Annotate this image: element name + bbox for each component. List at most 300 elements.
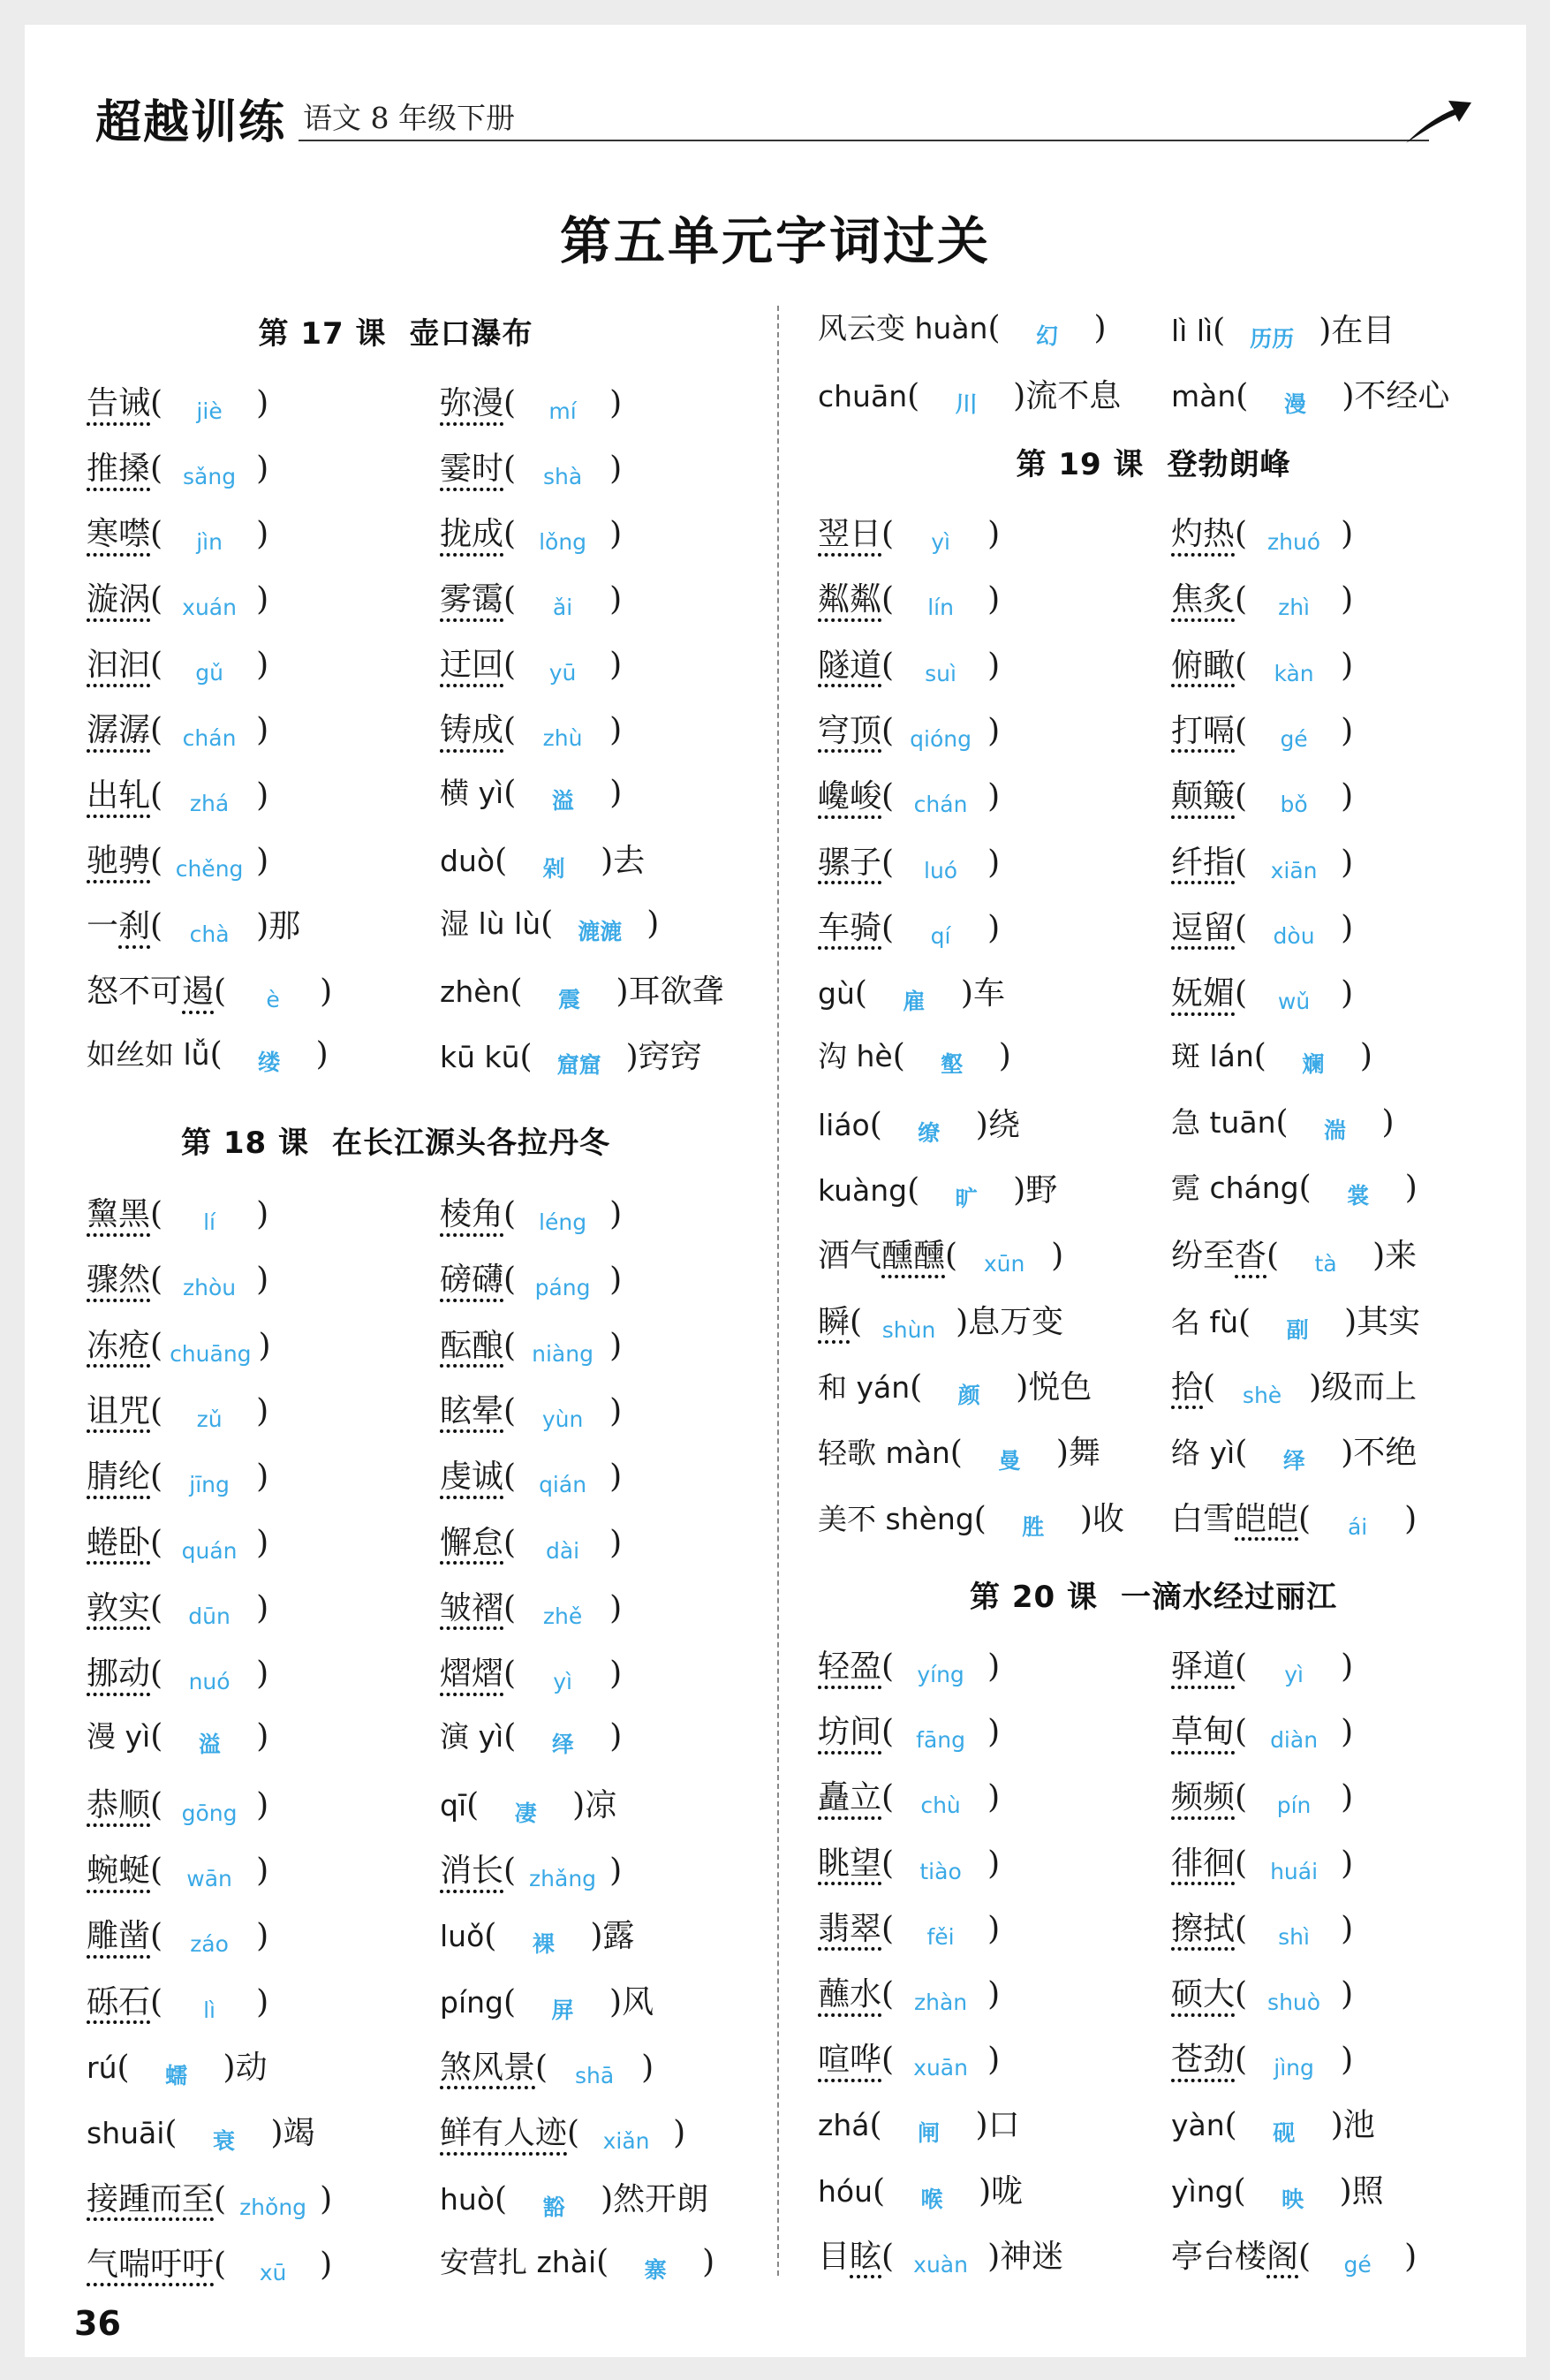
close-paren: ) [1341, 1910, 1354, 1947]
open-paren: ( [503, 1459, 517, 1496]
vocab-item [87, 443, 268, 489]
open-paren: ( [150, 1656, 163, 1693]
vocab-prefix: 湿 lù lù [440, 906, 541, 941]
vocab-suffix: 露 [602, 1918, 635, 1955]
vocab-prefix: 怒不可 [87, 974, 183, 1010]
open-paren: ( [881, 778, 895, 815]
open-paren: ( [519, 1039, 533, 1075]
vocab-word: 颠簸 [1171, 778, 1236, 815]
vocab-item [1171, 1362, 1417, 1408]
vocab-item [818, 1100, 1020, 1148]
open-paren: ( [535, 2049, 548, 2086]
close-paren: ) [987, 2042, 1001, 2079]
close-paren: ) [256, 1196, 269, 1232]
vocab-item [440, 1321, 622, 1367]
vocab-word: 骡子 [818, 844, 882, 881]
vocab-item [1171, 903, 1353, 949]
vocab-item [87, 1977, 268, 2023]
vocab-item [1171, 1707, 1353, 1753]
close-paren: ) [1381, 1103, 1395, 1141]
answer-text: 缕 [258, 1050, 281, 1075]
vocab-item [1171, 2166, 1384, 2214]
vocab-item [818, 1904, 1000, 1950]
close-paren: ) [1079, 1500, 1093, 1537]
open-paren: ( [503, 1196, 517, 1232]
vocab-prefix: 斑 lán [1171, 1039, 1254, 1074]
close-paren: ) [1309, 1368, 1322, 1406]
vocab-word: 棱角 [440, 1196, 504, 1232]
vocab-item [440, 1649, 622, 1694]
vocab-item [440, 574, 622, 620]
answer-text: 绎 [1282, 1448, 1305, 1474]
answer-text: jìn [196, 529, 223, 555]
open-paren: ( [117, 2049, 130, 2086]
open-paren: ( [150, 777, 163, 814]
vocab-prefix: zhá [818, 2108, 870, 2143]
vocab-item [87, 1032, 329, 1077]
close-paren: ) [1013, 1172, 1026, 1209]
vocab-word: 眺望 [818, 1845, 882, 1882]
open-paren: ( [945, 1238, 958, 1275]
open-paren: ( [503, 516, 517, 552]
vocab-item [1171, 1231, 1417, 1277]
vocab-prefix: luǒ [440, 1919, 485, 1954]
answer-text: jiè [196, 398, 223, 424]
vocab-item [440, 1386, 622, 1432]
close-paren: ) [256, 1853, 269, 1889]
close-paren: ) [1341, 1714, 1354, 1751]
open-paren: ( [150, 1196, 163, 1232]
open-paren: ( [495, 843, 508, 879]
vocab-suffix: 不绝 [1353, 1435, 1418, 1472]
close-paren: ) [256, 1589, 269, 1626]
vocab-item [1171, 2100, 1375, 2148]
answer-text: 幻 [1036, 323, 1059, 349]
vocab-suffix: 不经心 [1354, 378, 1450, 414]
open-paren: ( [1253, 1038, 1266, 1075]
close-paren: ) [987, 1779, 1001, 1816]
vocab-prefix: 霓 cháng [1171, 1171, 1299, 1205]
open-paren: ( [150, 1918, 163, 1955]
answer-text: 寨 [644, 2256, 667, 2283]
vocab-prefix: 一 [87, 908, 119, 944]
close-paren: ) [1341, 1435, 1354, 1472]
vocab-word: 黧黑 [87, 1196, 151, 1232]
vocab-item [818, 1362, 1092, 1410]
close-paren: ) [609, 775, 623, 811]
answer-text: 雇 [903, 989, 926, 1015]
vocab-item [440, 2174, 708, 2222]
answer-text: mí [548, 398, 577, 424]
vocab-item [87, 2043, 268, 2090]
vocab-item [440, 1583, 622, 1629]
open-paren: ( [1298, 2238, 1312, 2275]
vocab-item [87, 966, 332, 1012]
vocab-item [440, 1911, 634, 1959]
vocab-word: 告诫 [87, 385, 151, 421]
open-paren: ( [1235, 909, 1248, 946]
vocab-item [818, 2232, 1063, 2278]
close-paren: ) [609, 647, 623, 683]
open-paren: ( [881, 712, 895, 749]
vocab-word: 矗立 [818, 1779, 882, 1816]
close-paren: ) [1341, 581, 1354, 618]
vocab-prefix: 纷至 [1171, 1238, 1236, 1275]
close-paren: ) [609, 712, 623, 748]
close-paren: ) [960, 975, 973, 1012]
vocab-word: 驰骋 [87, 843, 151, 879]
vocab-item [440, 1780, 616, 1828]
vocab-prefix: 名 fù [1171, 1304, 1239, 1339]
answer-text: 斓 [1302, 1051, 1325, 1078]
vocab-word: 霎时 [440, 451, 504, 487]
answer-text: lǒng [539, 529, 587, 555]
vocab-prefix: 络 yì [1171, 1436, 1236, 1471]
close-paren: ) [975, 2107, 988, 2144]
answer-text: chuāng [170, 1340, 252, 1367]
answer-text: 缭 [918, 1119, 941, 1146]
open-paren: ( [150, 451, 163, 487]
open-paren: ( [854, 975, 867, 1012]
open-paren: ( [503, 775, 517, 811]
answer-text: luó [924, 857, 958, 883]
close-paren: ) [1341, 712, 1354, 749]
close-paren: ) [1404, 1170, 1418, 1206]
vocab-item [440, 1977, 654, 2025]
answer-text: 旷 [955, 1186, 978, 1211]
open-paren: ( [164, 2115, 178, 2152]
vocab-item [1171, 771, 1353, 817]
vocab-word: 轻盈 [818, 1649, 882, 1685]
close-paren: ) [1339, 2172, 1352, 2209]
vocab-word: 坊间 [818, 1714, 882, 1751]
lesson-heading [113, 309, 678, 352]
close-paren: ) [609, 1524, 623, 1561]
open-paren: ( [150, 1853, 163, 1889]
answer-text: 漫 [1283, 391, 1306, 417]
answer-text: 漉漉 [578, 919, 623, 944]
answer-text: xiān [1270, 857, 1318, 883]
vocab-suffix: 动 [235, 2049, 268, 2086]
open-paren: ( [1235, 1714, 1248, 1751]
vocab-prefix: chuān [818, 379, 908, 413]
open-paren: ( [1236, 378, 1249, 414]
close-paren: ) [223, 2049, 236, 2086]
vocab-item [818, 1838, 1000, 1884]
answer-text: 衰 [212, 2128, 235, 2155]
close-paren: ) [1330, 2107, 1343, 2144]
answer-text: xū [259, 2259, 287, 2285]
answer-text: ái [1347, 1513, 1368, 1540]
open-paren: ( [881, 1649, 895, 1685]
close-paren: ) [1341, 2042, 1354, 2079]
close-paren: ) [616, 974, 629, 1010]
vocab-prefix: 白雪 [1171, 1500, 1236, 1537]
close-paren: ) [987, 1976, 1001, 2012]
close-paren: ) [987, 778, 1001, 815]
open-paren: ( [1235, 516, 1248, 552]
close-paren: ) [641, 2049, 654, 2086]
close-paren: ) [1359, 1038, 1372, 1075]
vocab-item [87, 901, 300, 947]
vocab-item [87, 2174, 332, 2220]
vocab-item [440, 1032, 702, 1080]
answer-text: suì [925, 660, 956, 686]
open-paren: ( [1238, 1303, 1251, 1340]
vocab-item [87, 574, 268, 620]
answer-text: 溢 [198, 1732, 221, 1758]
close-paren: ) [987, 1910, 1001, 1947]
vocab-item [87, 1451, 268, 1497]
vocab-item [87, 1846, 268, 1891]
vocab-item [1171, 1494, 1417, 1540]
open-paren: ( [869, 1106, 882, 1143]
close-paren: ) [975, 1106, 988, 1143]
close-paren: ) [258, 1327, 271, 1364]
open-paren: ( [881, 1779, 895, 1816]
vocab-item [1171, 1428, 1417, 1475]
vocab-suffix: 绕 [987, 1106, 1020, 1143]
vocab-prefix: zhèn [440, 974, 510, 1009]
open-paren: ( [881, 516, 895, 552]
close-paren: ) [256, 1262, 269, 1299]
vocab-word: 骤然 [87, 1262, 151, 1299]
close-paren: ) [320, 2246, 333, 2283]
answer-text: dài [545, 1537, 580, 1564]
open-paren: ( [881, 844, 895, 881]
answer-text: shì [1278, 1923, 1310, 1950]
open-paren: ( [881, 1845, 895, 1882]
vocab-item [87, 1714, 268, 1759]
answer-text: gé [1343, 2251, 1372, 2278]
answer-text: yū [548, 660, 577, 686]
close-paren: ) [673, 2115, 686, 2152]
vocab-item [818, 903, 1000, 949]
answer-text: fěi [926, 1923, 955, 1950]
vocab-item [87, 509, 268, 555]
vocab-item [818, 968, 1005, 1016]
vocab-word: 冻疮 [87, 1327, 151, 1364]
vocab-prefix: huò [440, 2181, 495, 2217]
close-paren: ) [1344, 1303, 1357, 1340]
open-paren: ( [1224, 2107, 1237, 2144]
vocab-word: 敦实 [87, 1589, 151, 1626]
open-paren: ( [150, 647, 163, 683]
answer-text: zhě [542, 1603, 583, 1629]
vocab-word: 巉峻 [818, 778, 882, 815]
answer-text: lín [927, 595, 954, 621]
vocab-word: 潺潺 [87, 712, 151, 748]
vocab-suffix: 风 [622, 1983, 654, 2020]
close-paren: ) [979, 2172, 992, 2209]
vocab-item [1171, 1165, 1418, 1210]
vocab-item [818, 306, 1107, 351]
vocab-word: 喧哗 [818, 2042, 882, 2079]
vocab-word: 煞风景 [440, 2049, 536, 2086]
close-paren: ) [601, 843, 614, 879]
close-paren: ) [256, 451, 269, 487]
open-paren: ( [150, 843, 163, 879]
open-paren: ( [892, 1038, 905, 1075]
vocab-suffix: 野 [1025, 1172, 1058, 1209]
open-paren: ( [907, 1172, 920, 1209]
close-paren: ) [256, 516, 269, 552]
vocab-word: 气喘吁吁 [87, 2246, 215, 2283]
vocab-word: 消长 [440, 1853, 504, 1889]
close-paren: ) [256, 1786, 269, 1823]
open-paren: ( [1235, 1435, 1248, 1472]
close-paren: ) [320, 2180, 333, 2217]
vocab-item [1171, 838, 1353, 883]
vocab-prefix: duò [440, 844, 495, 878]
open-paren: ( [150, 1983, 163, 2020]
answer-text: 凄 [514, 1800, 537, 1826]
answer-text: xuán [182, 595, 237, 620]
vocab-item [87, 1386, 268, 1432]
answer-text: zhù [542, 725, 583, 751]
close-paren: ) [1051, 1238, 1064, 1275]
open-paren: ( [910, 1368, 923, 1406]
vocab-suffix: 窍窍 [638, 1039, 702, 1075]
vocab-item [1171, 2232, 1417, 2278]
open-paren: ( [881, 909, 895, 946]
answer-text: lí [203, 1209, 216, 1235]
answer-text: 砚 [1273, 2120, 1296, 2147]
close-paren: ) [609, 1459, 623, 1496]
open-paren: ( [209, 1036, 223, 1073]
close-paren: ) [609, 1589, 623, 1626]
vocab-word: 硕大 [1171, 1976, 1236, 2012]
open-paren: ( [541, 906, 554, 942]
vocab-word: 草甸 [1171, 1714, 1236, 1751]
answer-text: huái [1270, 1858, 1319, 1884]
answer-text: xuàn [913, 2251, 968, 2278]
vocab-prefix: 横 yì [440, 776, 504, 810]
vocab-suffix: 舞 [1068, 1435, 1100, 1472]
vocab-word: 沓 [1235, 1238, 1267, 1275]
answer-text: gōng [181, 1800, 238, 1826]
answer-text: qí [930, 922, 951, 949]
vocab-item [87, 378, 268, 424]
vocab-prefix: yàn [1171, 2108, 1225, 2143]
close-paren: ) [987, 712, 1001, 749]
vocab-item [818, 1034, 1011, 1079]
close-paren: ) [1341, 909, 1354, 946]
vocab-word: 阁 [1266, 2238, 1299, 2275]
close-paren: ) [256, 1656, 269, 1693]
vocab-item [818, 2035, 1000, 2081]
vocab-suffix: 照 [1351, 2172, 1384, 2209]
vocab-word: 拾 [1171, 1368, 1204, 1406]
open-paren: ( [881, 1714, 895, 1751]
close-paren: ) [256, 908, 269, 944]
vocab-word: 接踵而至 [87, 2180, 215, 2217]
vocab-item [818, 2166, 1023, 2214]
close-paren: ) [572, 1786, 586, 1823]
open-paren: ( [1235, 647, 1248, 684]
answer-text: xuān [913, 2055, 968, 2081]
answer-text: shùn [881, 1316, 936, 1343]
vocab-suffix: 竭 [283, 2115, 315, 2152]
vocab-word: 遏 [182, 974, 215, 1010]
open-paren: ( [881, 647, 895, 684]
answer-text: è [266, 987, 280, 1012]
open-paren: ( [873, 2172, 886, 2209]
close-paren: ) [256, 581, 269, 618]
vocab-suffix: 那 [268, 908, 301, 944]
answer-text: záo [190, 1931, 229, 1958]
close-paren: ) [987, 1714, 1001, 1751]
open-paren: ( [503, 1262, 517, 1299]
header-rule [299, 140, 1429, 141]
close-paren: ) [702, 2243, 715, 2280]
vocab-item [87, 836, 268, 882]
vocab-word: 虔诚 [440, 1459, 504, 1496]
vocab-word: 寒噤 [87, 516, 151, 552]
close-paren: ) [256, 1392, 269, 1429]
vocab-word: 刹 [118, 908, 151, 944]
lesson-title: 登勃朗峰 [1167, 447, 1291, 482]
close-paren: ) [1013, 378, 1026, 414]
open-paren: ( [150, 712, 163, 748]
answer-text: 副 [1286, 1316, 1309, 1343]
close-paren: ) [609, 1327, 623, 1364]
vocab-item [1171, 1100, 1395, 1145]
close-paren: ) [256, 1718, 269, 1755]
vocab-word: 腈纶 [87, 1459, 151, 1496]
vocab-suffix: 凉 [585, 1786, 617, 1823]
vocab-item [440, 770, 622, 815]
answer-text: kàn [1274, 660, 1314, 686]
page-title: 第五单元字词过关 [559, 211, 991, 271]
open-paren: ( [1235, 975, 1248, 1012]
vocab-item [87, 1189, 268, 1235]
vocab-item [87, 1321, 271, 1367]
vocab-item [818, 1707, 1000, 1753]
answer-text: xiǎn [602, 2128, 650, 2155]
vocab-word: 皱褶 [440, 1589, 504, 1626]
open-paren: ( [503, 1983, 517, 2020]
answer-text: gé [1280, 725, 1308, 752]
open-paren: ( [881, 1976, 895, 2012]
arrow-icon [1403, 94, 1473, 147]
lesson-title: 在长江源头各拉丹冬 [332, 1126, 610, 1161]
answer-text: zhǎng [529, 1866, 597, 1891]
vocab-item [87, 770, 268, 816]
close-paren: ) [987, 581, 1001, 618]
open-paren: ( [503, 647, 517, 683]
vocab-prefix: qī [440, 1787, 467, 1823]
vocab-prefix: rú [87, 2050, 117, 2085]
vocab-word: 眩 [850, 2238, 882, 2275]
open-paren: ( [1235, 1910, 1248, 1947]
vocab-item [818, 1969, 1000, 2015]
close-paren: ) [256, 1524, 269, 1561]
vocab-suffix: 池 [1342, 2107, 1375, 2144]
lesson-heading [818, 440, 1489, 483]
open-paren: ( [881, 581, 895, 618]
answer-text: shà [542, 464, 583, 489]
answer-text: 历历 [1250, 326, 1295, 352]
vocab-item [818, 371, 1121, 419]
close-paren: ) [609, 1718, 623, 1755]
close-paren: ) [609, 1392, 623, 1429]
vocab-word: 穹顶 [818, 712, 882, 749]
vocab-item [818, 1165, 1057, 1213]
close-paren: ) [315, 1036, 329, 1073]
book-subtitle: 语文 8 年级下册 [303, 101, 515, 135]
vocab-item [87, 2108, 315, 2156]
